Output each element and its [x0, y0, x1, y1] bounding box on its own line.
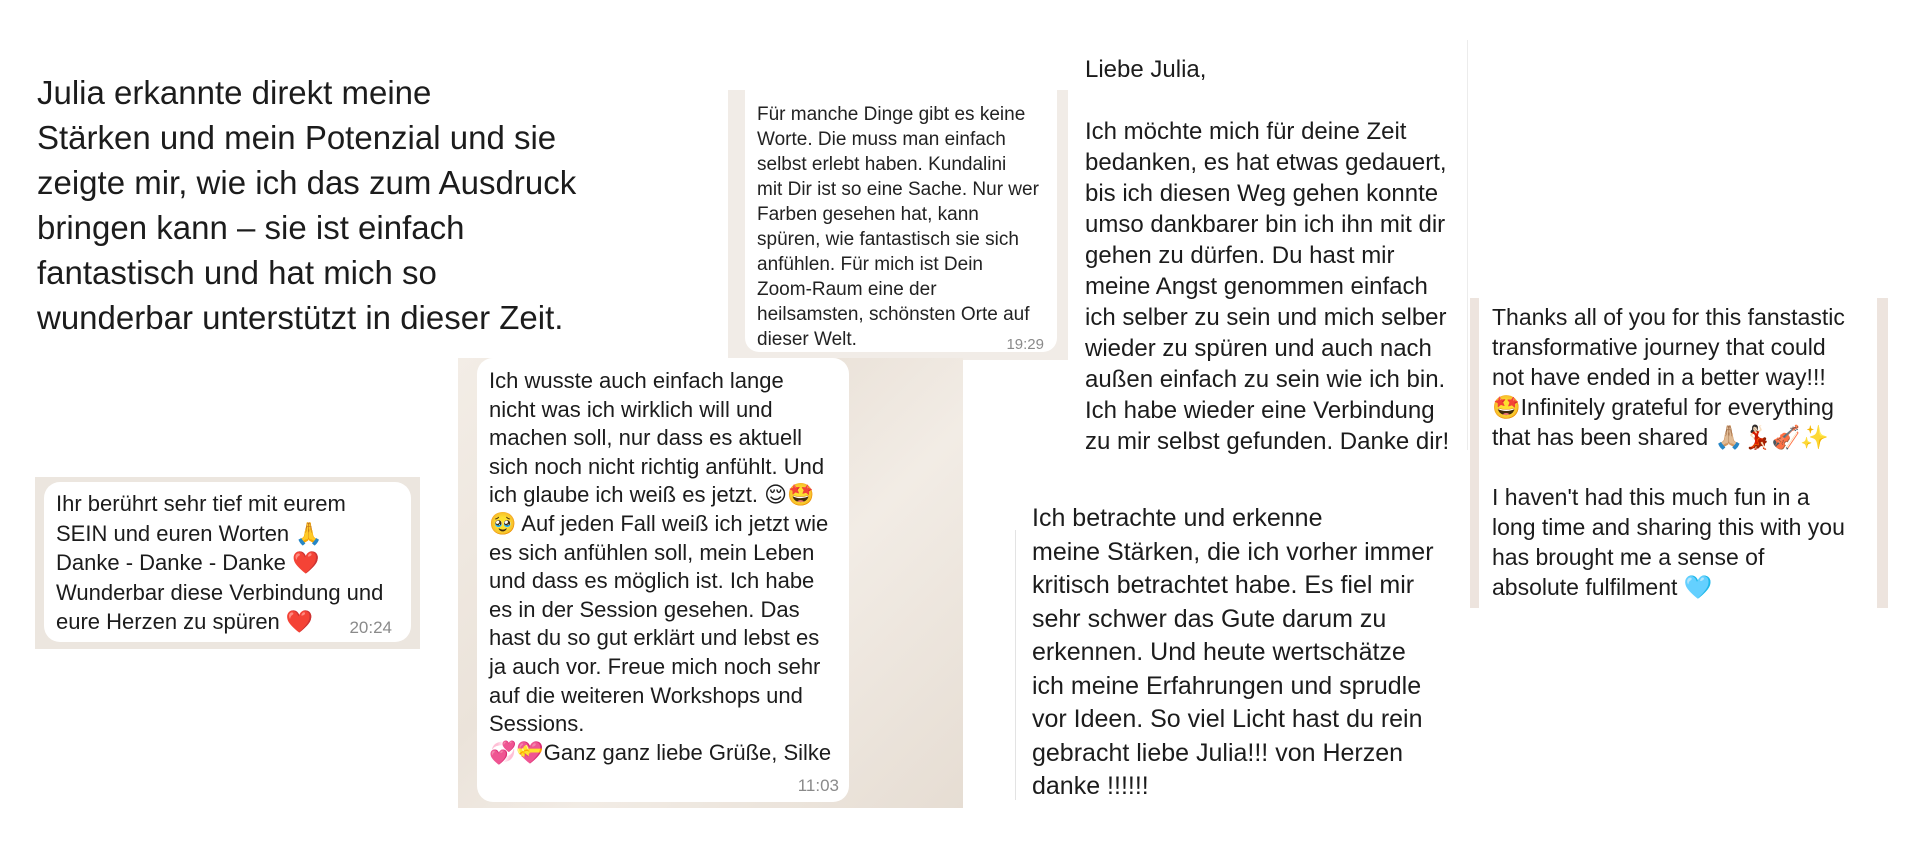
testimonial-text: Liebe Julia, Ich möchte mich für deine Zeit bedanken, es hat etwas gedauert, bis ich diesen Weg gehen konnte umso dankbarer bin ich ihn mit dir gehen zu dürfen. Du hast mir meine Angst genommen einfach ich selber zu sein und mich selber wieder zu spüren und auch nach außen einfach zu sein wie ich bin. Ich habe wieder eine Verbindung zu mir selbst gefunden. Danke dir!	[1085, 56, 1450, 455]
testimonial-ich-betrachte	[1015, 500, 1467, 805]
testimonial-text: Thanks all of you for this fanstastic transformative journey that could not have ended in a better way!!! 🤩Infinitely grateful for everything that has been shared 🙏🏼💃🏻🎻✨ I haven't had this much fun in a long time and sharing this with you has brought me a sense of absolute fulfilment 🩵	[1492, 304, 1845, 600]
chat-screenshot-ihr-beruehrt	[35, 477, 420, 649]
message-timestamp: 11:03	[797, 776, 839, 795]
divider	[1467, 40, 1468, 450]
chat-screenshot-manche-dinge	[728, 90, 1070, 360]
divider	[1015, 530, 1016, 800]
message-text: Ich wusste auch einfach lange nicht was ich wirklich will und machen soll, nur dass es aktuell sich noch nicht richtig anfühlt. Und ich glaube ich weiß es jetzt. 😌🤩 🥹 Auf jeden Fall weiß ich jetzt wie es sich anfühlen soll, mein Leben und dass es möglich ist. Ich habe es in der Session gesehen. Das hast du so gut erklärt und lebst es ja auch vor. Freue mich noch sehr auf die weiteren Workshops und Sessions. 💞💝Ganz ganz liebe Grüße, Silke	[489, 368, 832, 765]
message-text: Ihr berührt sehr tief mit eurem SEIN und euren Worten 🙏 Danke - Danke - Danke ❤️ Wunderbar diese Verbindung und eure Herzen zu spüren ❤️	[56, 491, 384, 634]
message-timestamp: 19:29	[1006, 336, 1044, 353]
message-text: Für manche Dinge gibt es keine Worte. Die muss man einfach selbst erlebt haben. Kundalini mit Dir ist so eine Sache. Nur wer Farben gesehen hat, kann spüren, wie fantastisch sie sich anfühlen. Für mich ist Dein Zoom-Raum eine der heilsamsten, schönsten Orte auf dieser Welt.	[757, 104, 1039, 350]
message-timestamp: 20:24	[349, 618, 392, 637]
testimonial-text: Julia erkannte direkt meine Stärken und mein Potenzial und sie zeigte mir, wie ich das zum Ausdruck bringen kann – sie ist einfach fantastisch und hat mich so wunderbar unterstützt in dieser Zeit.	[37, 74, 577, 336]
testimonial-thanks	[1470, 298, 1888, 608]
testimonial-letter-liebe-julia	[1068, 40, 1468, 455]
testimonial-text: Ich betrachte und erkenne meine Stärken, die ich vorher immer kritisch betrachtet habe. Es fiel mir sehr schwer das Gute darum zu erkennen. Und heute wertschätze ich meine Erfahrungen und sprudle vor Ideen. So viel Licht hast du rein gebracht liebe Julia!!! von Herzen danke !!!!!!	[1032, 504, 1434, 800]
testimonial-quote-julia	[37, 70, 637, 340]
chat-screenshot-ich-wusste	[458, 358, 963, 808]
